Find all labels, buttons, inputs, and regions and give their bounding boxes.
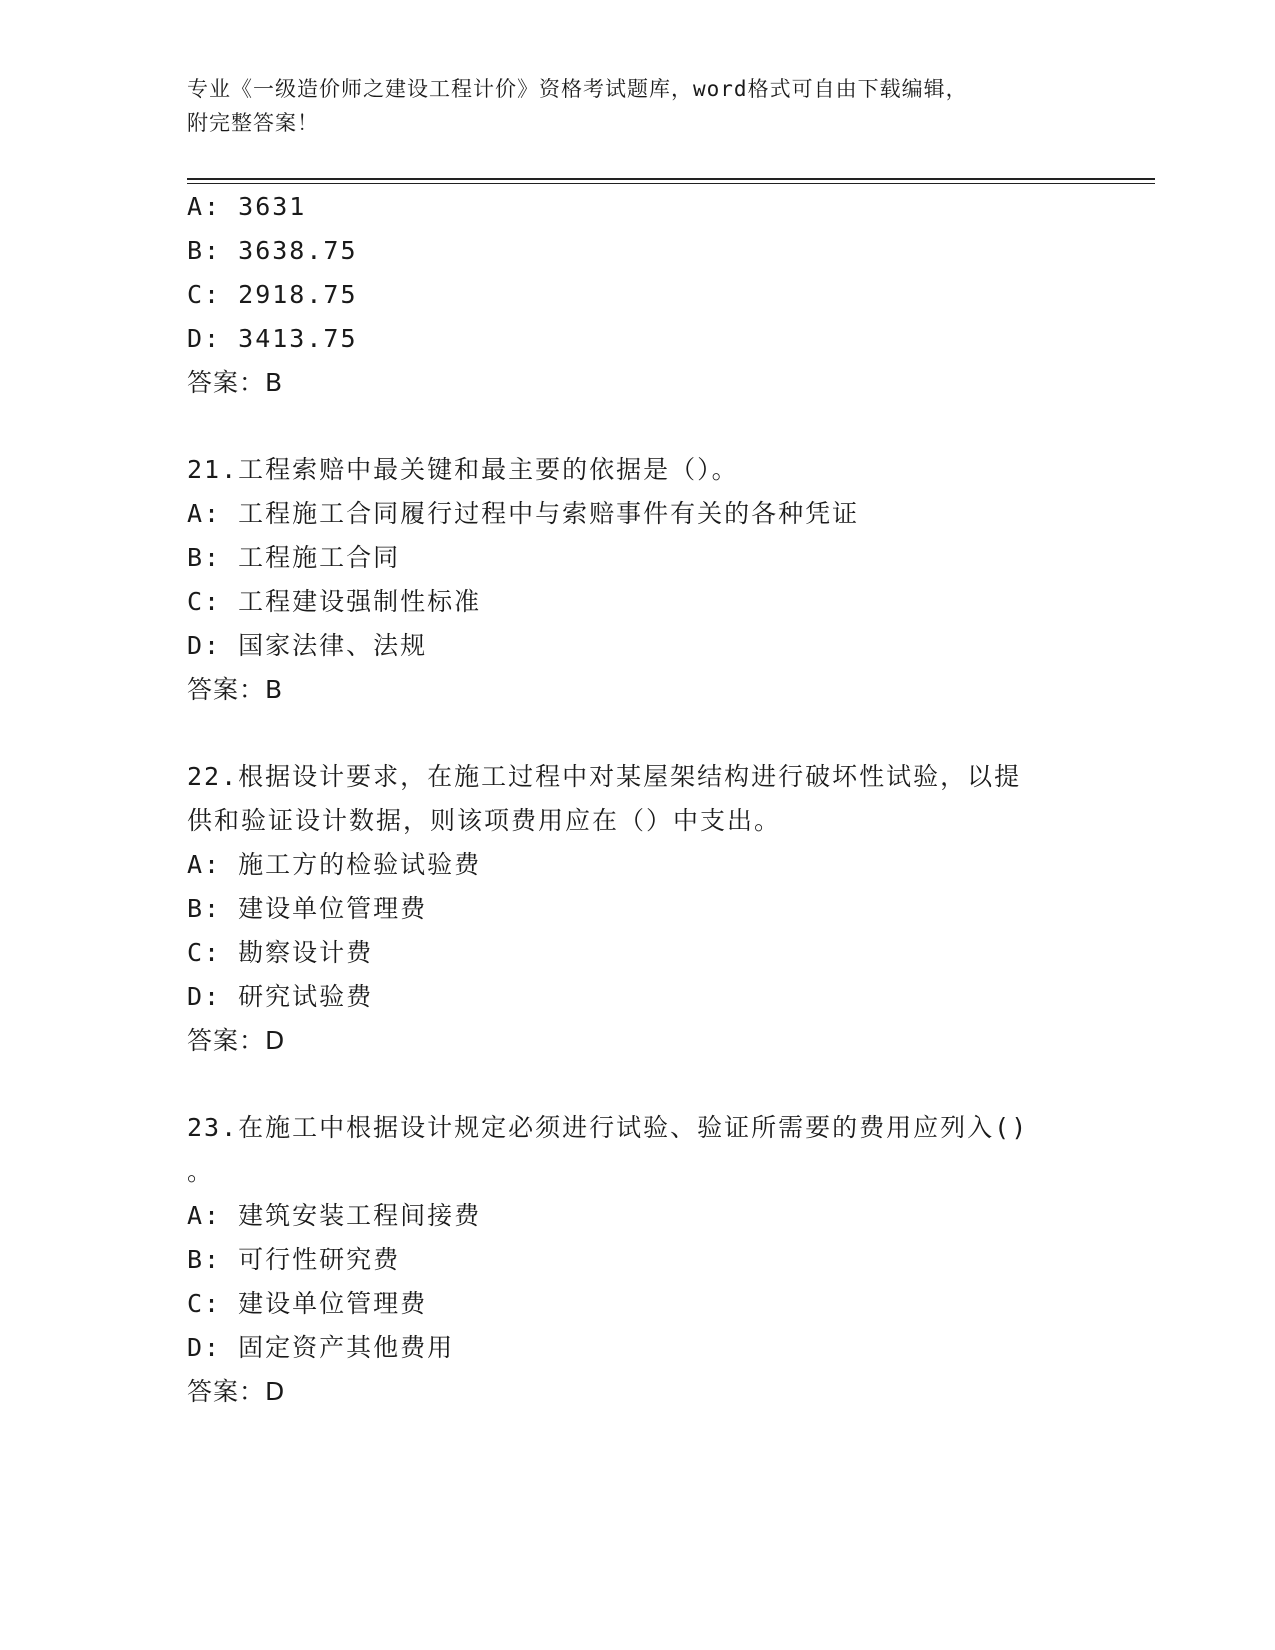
q23-option-c: C: 建设单位管理费 bbox=[187, 1289, 428, 1318]
q20-option-d: D: 3413.75 bbox=[187, 324, 358, 353]
document-header bbox=[187, 72, 1067, 140]
q20-option-a: A: 3631 bbox=[187, 192, 307, 221]
q22-option-a: A: 施工方的检验试验费 bbox=[187, 850, 482, 879]
q20-option-c: C: 2918.75 bbox=[187, 280, 358, 309]
q23-option-b: B: 可行性研究费 bbox=[187, 1245, 401, 1274]
q21-option-b: B: 工程施工合同 bbox=[187, 543, 401, 572]
q22-stem-line-1: 22.根据设计要求，在施工过程中对某屋架结构进行破坏性试验，以提 bbox=[187, 762, 1022, 791]
q20-option-b: B: 3638.75 bbox=[187, 236, 358, 265]
q22-stem-line-2: 供和验证设计数据，则该项费用应在（）中支出。 bbox=[187, 806, 782, 835]
header-rule-thick bbox=[187, 178, 1155, 180]
q20-answer: 答案：B bbox=[187, 368, 284, 397]
q21-option-d: D: 国家法律、法规 bbox=[187, 631, 428, 660]
q23-stem-line-2: 。 bbox=[187, 1157, 215, 1186]
q22-option-b: B: 建设单位管理费 bbox=[187, 894, 428, 923]
q23-stem-line-1: 23.在施工中根据设计规定必须进行试验、验证所需要的费用应列入() bbox=[187, 1113, 1029, 1142]
q22-option-d: D: 研究试验费 bbox=[187, 982, 374, 1011]
q22-option-c: C: 勘察设计费 bbox=[187, 938, 374, 967]
q21-stem: 21.工程索赔中最关键和最主要的依据是（）。 bbox=[187, 455, 739, 484]
header-rule-thin bbox=[187, 183, 1155, 184]
q23-option-d: D: 固定资产其他费用 bbox=[187, 1333, 455, 1362]
header-line-2: 附完整答案！ bbox=[187, 111, 319, 135]
header-line-1: 专业《一级造价师之建设工程计价》资格考试题库，word格式可自由下载编辑， bbox=[187, 77, 968, 101]
q21-option-a: A: 工程施工合同履行过程中与索赔事件有关的各种凭证 bbox=[187, 499, 860, 528]
q21-option-c: C: 工程建设强制性标准 bbox=[187, 587, 482, 616]
q23-option-a: A: 建筑安装工程间接费 bbox=[187, 1201, 482, 1230]
q22-answer: 答案：D bbox=[187, 1026, 286, 1055]
q23-answer: 答案：D bbox=[187, 1377, 286, 1406]
q21-answer: 答案：B bbox=[187, 675, 284, 704]
